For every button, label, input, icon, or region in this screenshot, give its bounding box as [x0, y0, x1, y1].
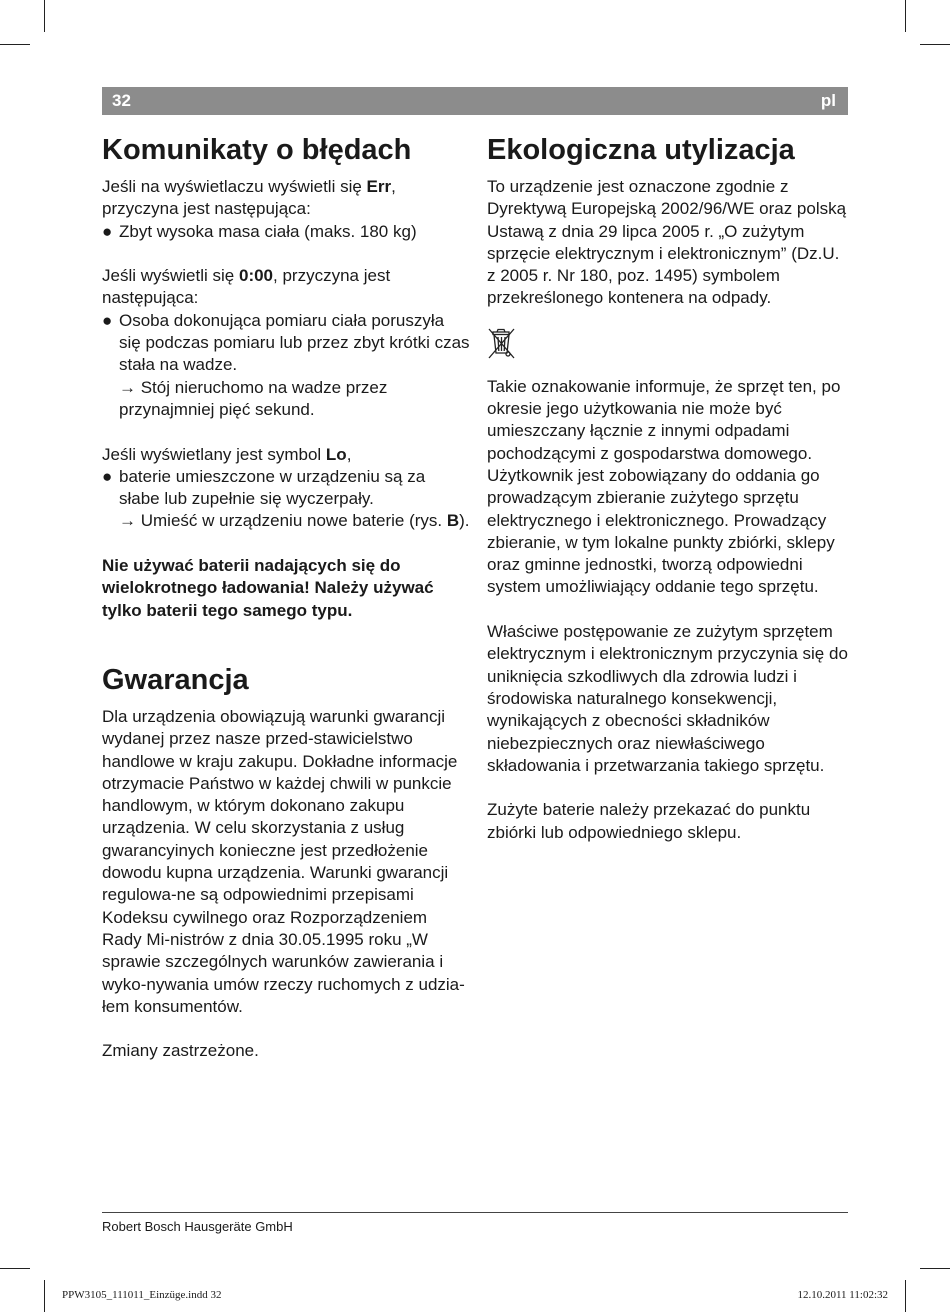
footer-company: Robert Bosch Hausgeräte GmbH	[102, 1219, 293, 1234]
err-code: Err	[366, 177, 392, 196]
crop-mark	[44, 1280, 45, 1312]
battery-warning: Nie używać baterii nadających się do wielokrotnego ładowania! Należy używać tylko baterii tego samego typu.	[102, 556, 434, 620]
bullet-icon: ●	[102, 221, 113, 241]
warranty-heading: Gwarancja	[102, 663, 249, 696]
err-intro-line2: przyczyna jest następująca:	[102, 199, 311, 219]
err-bullet: ● Zbyt wysoka masa ciała (maks. 180 kg)	[102, 221, 470, 243]
zero-intro-line2: następująca:	[102, 288, 199, 308]
zero-bullet: ● Osoba dokonująca pomiaru ciała poruszyła się podczas pomiaru lub przez zbyt krótki czas stała na wadze. → Stój nieruchomo na wadze przez przynajmniej pięć sekund.	[102, 310, 470, 421]
footer-rule	[102, 1212, 848, 1213]
page-number: 32	[112, 91, 131, 110]
zero-code: 0:00	[238, 266, 274, 286]
errors-heading: Komunikaty o błędach	[102, 134, 412, 166]
crop-mark	[905, 0, 906, 32]
bullet-icon: ●	[102, 466, 113, 486]
page-header-bar	[102, 87, 848, 115]
zero-intro: Jeśli wyświetli się 0:00, przyczyna jest	[102, 266, 391, 286]
crop-mark	[0, 44, 30, 45]
err-intro: Jeśli na wyświetlaczu wyświetli się Err,	[102, 177, 396, 196]
lo-intro: Jeśli wyświetlany jest symbol Lo,	[102, 444, 352, 464]
crop-mark	[44, 0, 45, 32]
eco-p3: Właściwe postępowanie ze zużytym sprzętem elektrycznym i elektronicznym przyczynia się do uniknięcia szkodliwych dla zdrowia ludzi i środowiska naturalnego konsekwencji, wynikających z obecności składników niebezpiecznych oraz niewłaściwego składowania i przetwarzania takiego sprzętu.	[487, 622, 848, 775]
print-slug-file: PPW3105_111011_Einzüge.indd 32	[62, 1289, 222, 1301]
warranty-body: Dla urządzenia obowiązują warunki gwarancji wydanej przez nasze przed-stawicielstwo handlowe w kraju zakupu. Dokładne informacje otrzymacie Państwo w każdej chwili w punkcie handlowym, w którym dokonano zakupu urządzenia. W celu skorzystania z usług gwarancyinych konieczne jest przedłożenie dowodu kupna urządzenia. Warunki gwarancji regulowa-ne są odpowiednimi przepisami Kodeksu cywilnego oraz Rozporządzeniem Rady Mi-nistrów z dnia 30.05.1995 roku „W sprawie szczególnych warunków zawierania i wyko-nywania umów rzeczy ruchomych z udzia-łem konsumentów.	[102, 706, 465, 1016]
crossed-out-wheelie-bin-icon	[487, 326, 517, 362]
zero-action: → Stój nieruchomo na wadze przez przynajmniej pięć sekund.	[119, 377, 388, 419]
eco-p4: Zużyte baterie należy przekazać do punktu zbiórki lub odpowiedniego sklepu.	[487, 800, 811, 842]
lo-action: → Umieść w urządzeniu nowe baterie (rys. B).	[119, 511, 470, 531]
lo-bullet: ● baterie umieszczone w urządzeniu są za słabe lub zupełnie się wyczerpały. → Umieść w urządzeniu nowe baterie (rys. B).	[102, 466, 470, 533]
crop-mark	[0, 1268, 30, 1269]
print-slug-date: 12.10.2011 11:02:32	[797, 1289, 888, 1301]
bullet-icon: ●	[102, 310, 113, 330]
crop-mark	[920, 1268, 950, 1269]
eco-p1: To urządzenie jest oznaczone zgodnie z Dyrektywą Europejską 2002/96/WE oraz polską Ustawą z dnia 29 lipca 2005 r. „O zużytym sprzęcie elektrycznym i elektronicznym” (Dz.U. z 2005 r. Nr 180, poz. 1495) symbolem przekreślonego kontenera na odpady.	[487, 177, 847, 308]
eco-p2: Takie oznakowanie informuje, że sprzęt ten, po okresie jego użytkowania nie może być umieszczany łącznie z innymi odpadami pochodzącymi z gospodarstwa domowego. Użytkownik jest zobowiązany do oddania go prowadzącym zbieranie zużytego sprzętu elektrycznego i elektronicznego. Prowadzący zbieranie, w tym lokalne punkty zbiórki, sklepy oraz gminne jednostki, tworzą odpowiedni system umożliwiający oddanie tego sprzętu.	[487, 376, 841, 597]
figure-ref: B	[446, 511, 460, 531]
changes-note: Zmiany zastrzeżone.	[102, 1041, 259, 1061]
right-column	[487, 132, 849, 844]
crop-mark	[920, 44, 950, 45]
eco-heading: Ekologiczna utylizacja	[487, 134, 795, 166]
language-code: pl	[820, 91, 836, 110]
crop-mark	[905, 1280, 906, 1312]
lo-code: Lo	[325, 444, 347, 464]
left-column	[102, 132, 470, 1063]
